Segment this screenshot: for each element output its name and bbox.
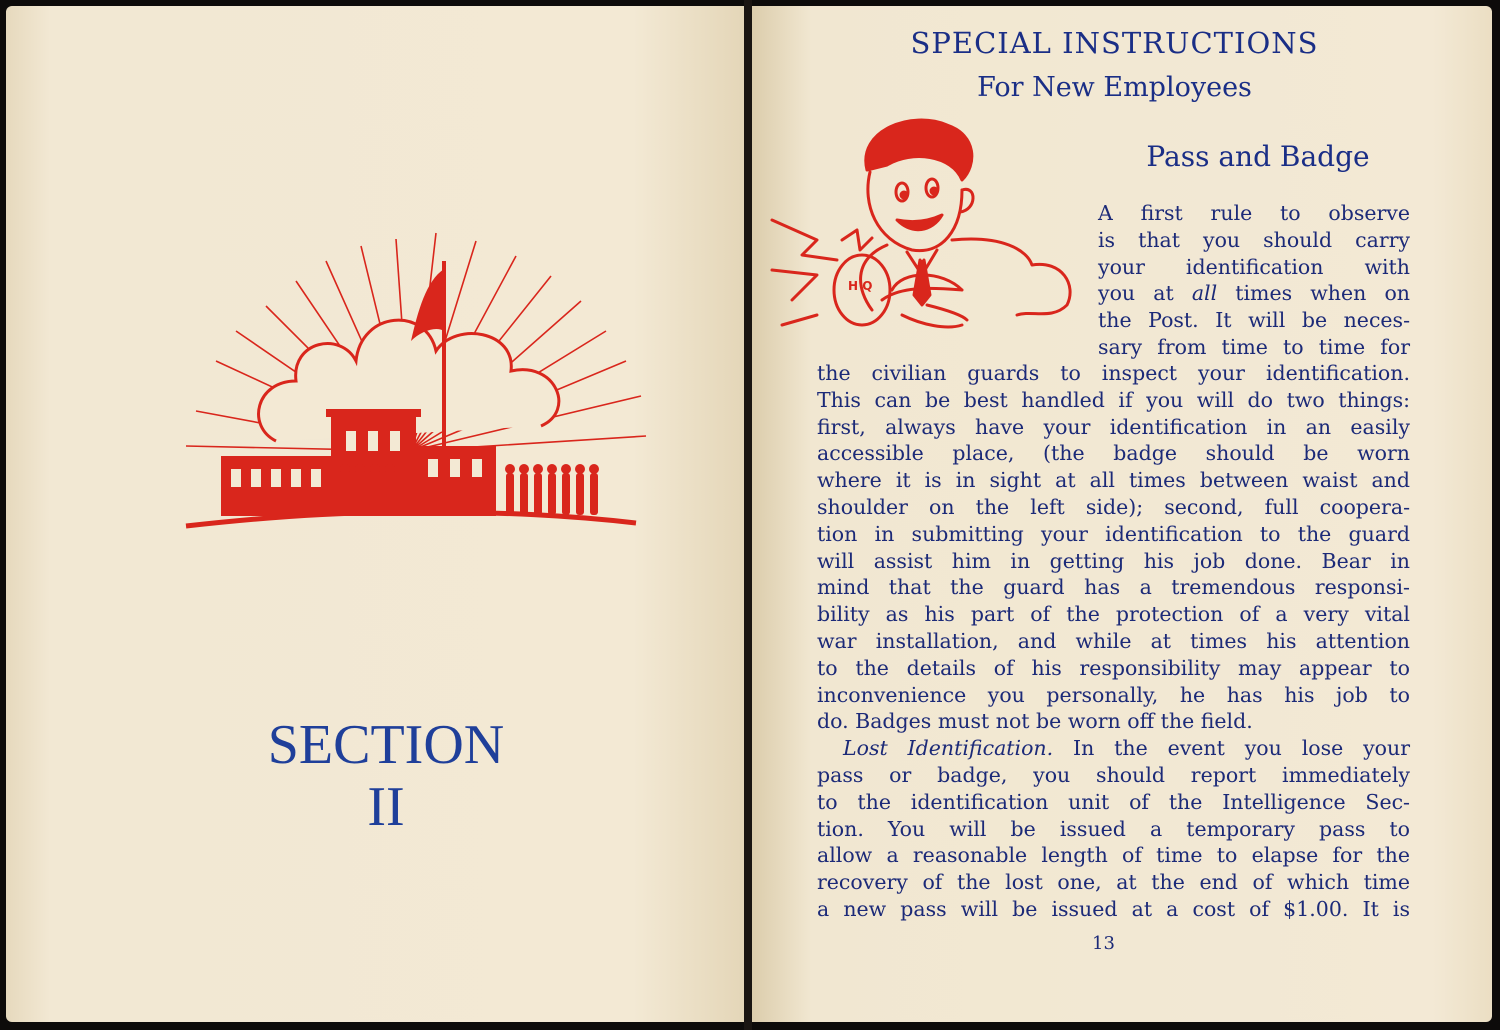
- man-pointing-badge-icon: [762, 110, 1092, 345]
- text-line: war installation, and while at times his attention: [817, 628, 1410, 653]
- text-line: inconvenience you personally, he has his job to: [817, 682, 1410, 707]
- text-line: the civilian guards to inspect your identification.: [817, 361, 1410, 385]
- text-line: This can be best handled if you will do two things:: [817, 387, 1410, 412]
- text-line: recovery of the lost one, at the end of which time: [817, 870, 1410, 895]
- section-heading-pass-badge: Pass and Badge: [1146, 140, 1370, 173]
- flag-building-sunburst-icon: [156, 211, 666, 546]
- pass-badge-intro: [1098, 200, 1410, 361]
- lost-identification-first-line: [817, 735, 1410, 762]
- text-line: sary from time to time for: [1098, 334, 1410, 359]
- text-line: your identification with: [1098, 254, 1410, 279]
- page-number: 13: [1092, 933, 1115, 954]
- text-line: pass or badge, you should report immediately: [817, 762, 1410, 787]
- text-line: is that you should carry: [1098, 227, 1410, 252]
- text-line: to the identification unit of the Intelligence Sec-: [817, 789, 1410, 814]
- text-fragment: In the event you lose your: [1073, 736, 1411, 761]
- section-heading: [176, 714, 596, 838]
- emphasis-all: all: [1191, 281, 1218, 306]
- pass-badge-body: [817, 360, 1410, 923]
- book-gutter: [744, 0, 752, 1030]
- page-subtitle: For New Employees: [977, 72, 1252, 103]
- text-line: first, always have your identification in an easily: [817, 414, 1410, 439]
- text-line: you at all times when on: [1098, 281, 1410, 306]
- left-page: [6, 6, 744, 1022]
- text-line: mind that the guard has a tremendous responsi-: [817, 575, 1410, 600]
- text-line: tion. You will be issued a temporary pass to: [817, 816, 1410, 841]
- text-line: a new pass will be issued at a cost of $1.00. It is: [817, 896, 1410, 921]
- badge-letters: H Q: [848, 279, 873, 293]
- text-line: will assist him in getting his job done. Bear in: [817, 548, 1410, 573]
- text-line: tion in submitting your identification to the guard: [817, 521, 1410, 546]
- section-number: II: [367, 776, 405, 838]
- text-line: to the details of his responsibility may appear to: [817, 655, 1410, 680]
- text-line: where it is in sight at all times between waist and: [817, 468, 1410, 493]
- text-line: do. Badges must not be worn off the field.: [817, 709, 1253, 734]
- text-line: shoulder on the left side); second, full coopera-: [817, 494, 1410, 519]
- page-title: SPECIAL INSTRUCTIONS: [910, 26, 1319, 60]
- text-line: A first rule to observe: [1098, 201, 1410, 225]
- text-line: allow a reasonable length of time to elapse for the: [817, 843, 1410, 868]
- text-line: bility as his part of the protection of a very vital: [817, 602, 1410, 627]
- section-word: SECTION: [267, 714, 505, 776]
- text-line: accessible place, (the badge should be worn: [817, 441, 1410, 466]
- text-line: the Post. It will be neces-: [1098, 308, 1410, 333]
- lost-identification-heading: Lost Identification.: [843, 736, 1054, 761]
